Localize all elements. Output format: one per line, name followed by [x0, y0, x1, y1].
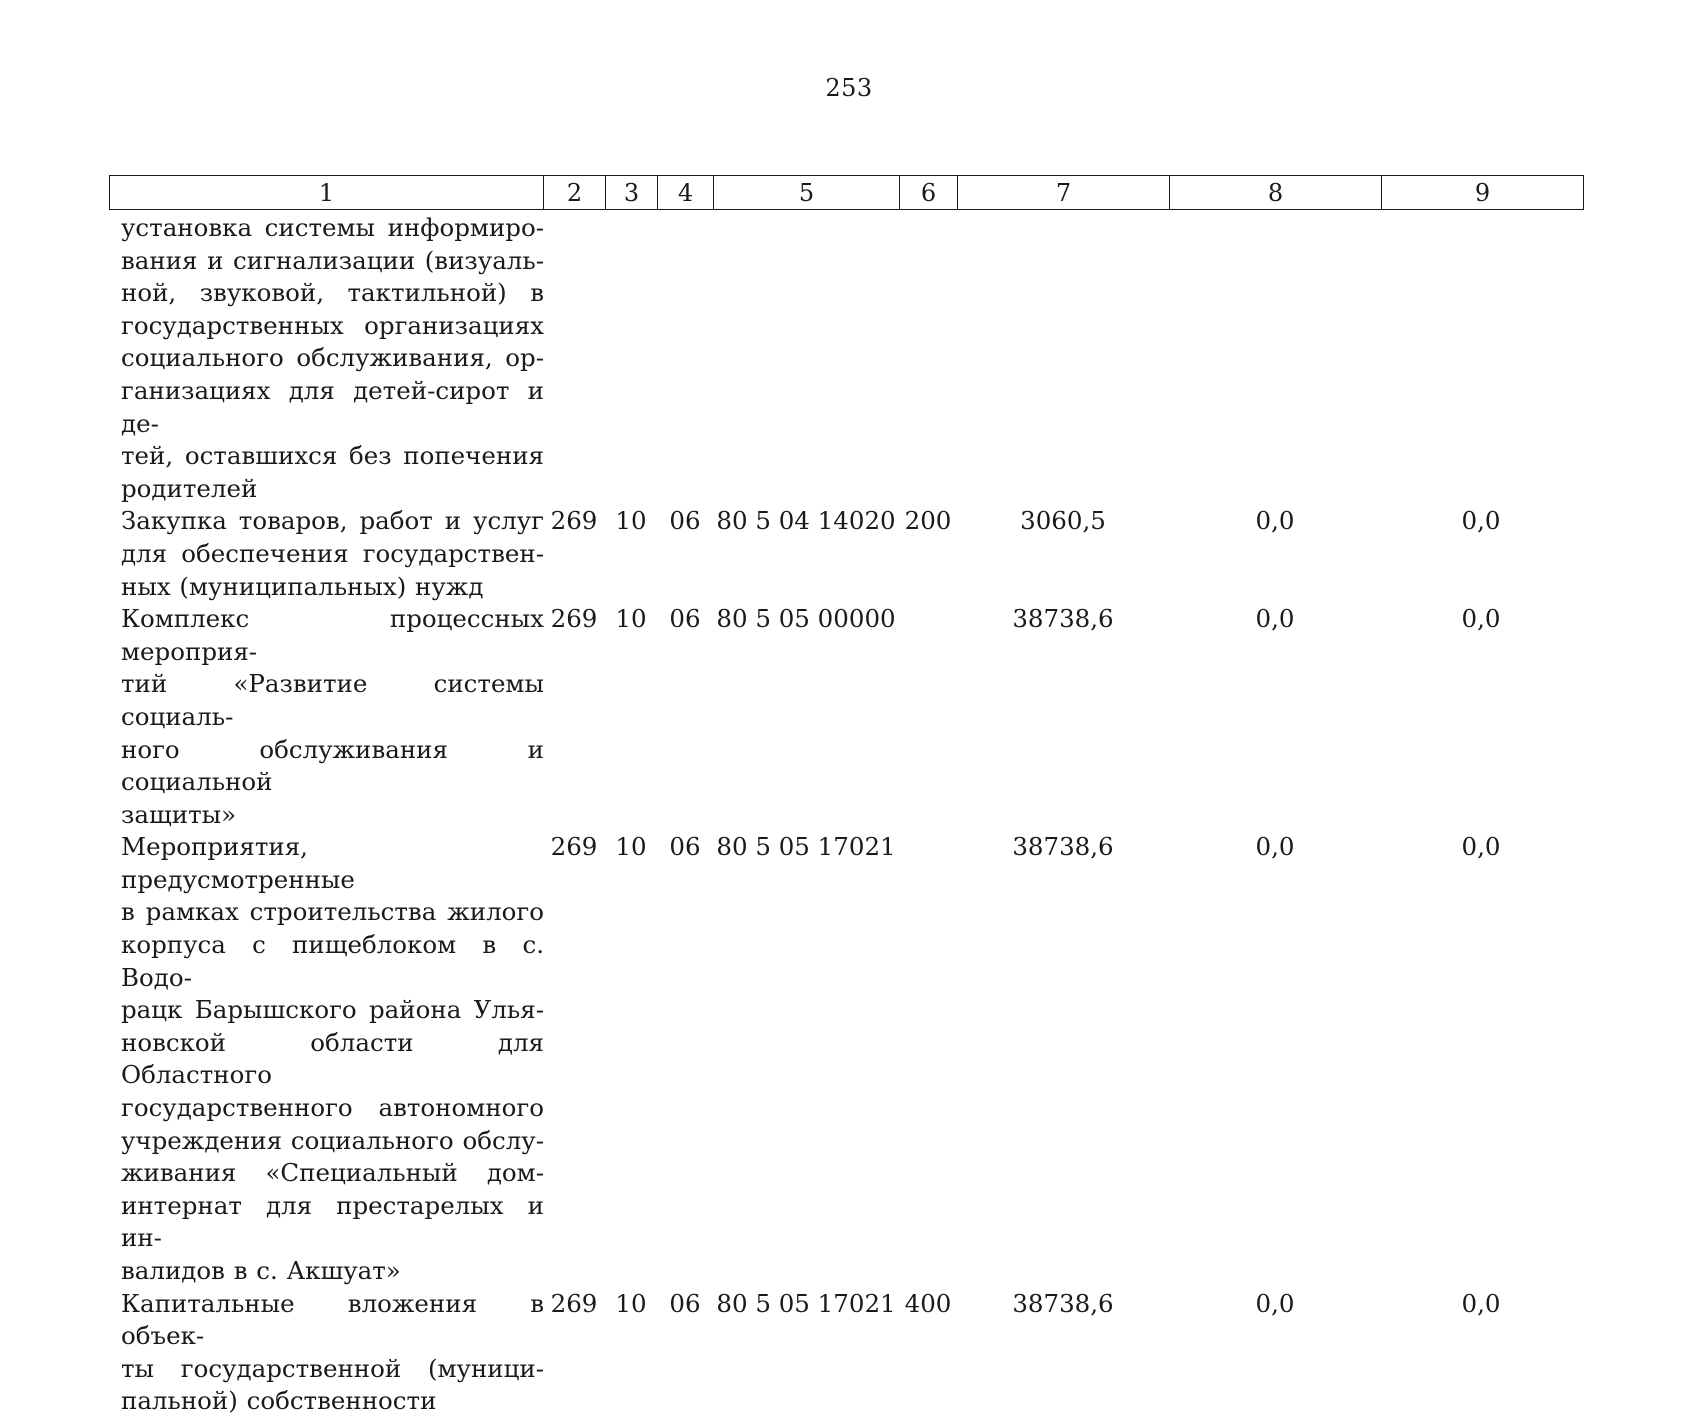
description-line: государственного автономного — [121, 1093, 544, 1123]
cell-col-5: 80 5 04 14020 — [716, 506, 896, 536]
cell-col-8: 0,0 — [1255, 832, 1295, 862]
header-cell-7: 7 — [958, 176, 1170, 210]
description-line: ных (муниципальных) нужд — [121, 571, 484, 601]
description-line: Мероприятия, предусмотренные — [121, 832, 355, 894]
cell-col-7: 3060,5 — [1020, 506, 1106, 536]
description-line: в рамках строительства жилого — [121, 897, 544, 927]
cell-col-7: 38738,6 — [1012, 832, 1114, 862]
table-row — [109, 1288, 1583, 1418]
description-line: ганизациях для детей-сирот и де- — [121, 375, 544, 438]
description-line: тей, оставшихся без попечения — [121, 441, 544, 471]
description-line: новской области для Областного — [121, 1027, 544, 1090]
description-line: Комплекс процессных мероприя- — [121, 604, 544, 666]
cell-col-5: 80 5 05 17021 — [716, 832, 896, 862]
description-line: установка системы информиро- — [121, 213, 544, 242]
cell-col-9: 0,0 — [1461, 604, 1501, 634]
cell-col-9: 0,0 — [1461, 1288, 1501, 1318]
cell-col-4: 06 — [669, 506, 701, 536]
row-description — [121, 212, 544, 505]
row-description — [121, 831, 544, 1287]
row-description — [121, 603, 544, 831]
cell-col-2: 269 — [550, 1288, 598, 1318]
header-cell-2: 2 — [544, 176, 606, 210]
header-cell-3: 3 — [606, 176, 658, 210]
header-cell-8: 8 — [1170, 176, 1382, 210]
cell-col-9: 0,0 — [1461, 832, 1501, 862]
header-cell-9: 9 — [1382, 176, 1584, 210]
table-row — [109, 505, 1583, 603]
cell-col-3: 10 — [615, 1288, 647, 1318]
cell-col-4: 06 — [669, 1288, 701, 1318]
description-line: ты государственной (муници- — [121, 1353, 544, 1383]
cell-col-7: 38738,6 — [1012, 604, 1114, 634]
table-row — [109, 212, 1583, 505]
description-line: живания «Специальный дом- — [121, 1158, 544, 1188]
cell-col-4: 06 — [669, 832, 701, 862]
header-cell-6: 6 — [900, 176, 958, 210]
description-line: Закупка товаров, работ и услуг — [121, 506, 544, 536]
cell-col-5: 80 5 05 00000 — [716, 604, 896, 634]
cell-col-3: 10 — [615, 832, 647, 862]
description-line: ной, звуковой, тактильной) в — [121, 278, 544, 308]
description-line: для обеспечения государствен- — [121, 538, 544, 568]
cell-col-2: 269 — [550, 604, 598, 634]
description-line: интернат для престарелых и ин- — [121, 1190, 544, 1253]
description-line: Капитальные вложения в объек- — [121, 1288, 544, 1351]
cell-col-9: 0,0 — [1461, 506, 1501, 536]
description-line: рацк Барышского района Улья- — [121, 995, 544, 1025]
page-number: 253 — [825, 74, 873, 102]
header-cell-4: 4 — [658, 176, 714, 210]
description-line: валидов в с. Акшуат» — [121, 1256, 401, 1285]
description-line: социального обслуживания, ор- — [121, 343, 544, 373]
header-cell-5: 5 — [714, 176, 900, 210]
cell-col-2: 269 — [550, 506, 598, 536]
cell-col-3: 10 — [615, 604, 647, 634]
description-line: государственных организациях — [121, 310, 544, 340]
table-row — [109, 831, 1583, 1287]
cell-col-2: 269 — [550, 832, 598, 862]
description-line: вания и сигнализации (визуаль- — [121, 245, 544, 275]
description-line: пальной) собственности — [121, 1386, 437, 1416]
cell-col-4: 06 — [669, 604, 701, 634]
column-number-header — [109, 175, 1584, 210]
cell-col-6: 200 — [904, 506, 952, 536]
description-line: родителей — [121, 473, 258, 503]
row-description — [121, 1288, 544, 1418]
cell-col-8: 0,0 — [1255, 506, 1295, 536]
table-row — [109, 603, 1583, 831]
header-cell-1: 1 — [110, 176, 544, 210]
row-description — [121, 505, 544, 603]
description-line: корпуса с пищеблоком в с. Водо- — [121, 930, 544, 992]
description-line: ного обслуживания и социальной — [121, 734, 544, 797]
cell-col-5: 80 5 05 17021 — [716, 1288, 896, 1318]
cell-col-6: 400 — [904, 1288, 952, 1318]
description-line: защиты» — [121, 799, 237, 829]
cell-col-7: 38738,6 — [1012, 1288, 1114, 1318]
description-line: тий «Развитие системы социаль- — [121, 669, 544, 731]
table-body — [109, 212, 1583, 1418]
cell-col-3: 10 — [615, 506, 647, 536]
description-line: учреждения социального обслу- — [121, 1125, 544, 1155]
cell-col-8: 0,0 — [1255, 604, 1295, 634]
cell-col-8: 0,0 — [1255, 1288, 1295, 1318]
